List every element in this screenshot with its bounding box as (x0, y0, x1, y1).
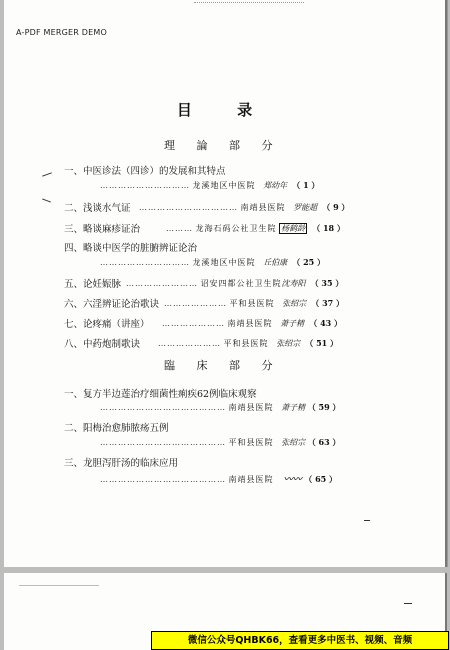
toc-entry-title: 六、六淫辨证论治歌诀 (64, 299, 160, 310)
leader-dots: ……… (166, 224, 193, 233)
leader-dots: …………………………………… (100, 438, 226, 447)
toc-entry-author: 张绍宗 (281, 438, 306, 447)
toc-entry-page: （ 18 ） (312, 223, 345, 233)
toc-entry-title: 四、略谈中医学的脏腑辨证论治 (64, 243, 198, 254)
scan-edge-line (19, 585, 99, 586)
toc-entry-title: 二、阳梅治愈肺脓疡五例 (64, 423, 169, 434)
section-heading-theory: 理 論 部 分 (164, 139, 282, 152)
toc-entry-org: 南靖县医院 (228, 403, 274, 412)
scan-edge-line (194, 2, 304, 4)
toc-entry-line (158, 338, 338, 349)
toc-entry-title: 三、略谈麻疹证治 (64, 224, 141, 235)
toc-entry-page: （ 51 ） (305, 338, 338, 348)
toc-entry-org: 南靖县医院 (227, 319, 273, 328)
leader-dots: ………………… (162, 319, 225, 328)
toc-entry-org: 平和县医院 (228, 438, 274, 447)
watermark: A-PDF MERGER DEMO (16, 28, 107, 37)
toc-entry-line (100, 402, 340, 413)
toc-entry-line (166, 223, 345, 234)
leader-dots: …………………………………… (100, 403, 226, 412)
scan-speck (364, 520, 370, 521)
toc-entry-page: （ 1 ） (292, 180, 320, 190)
toc-entry-org: 龙溪地区中医院 (192, 258, 256, 267)
toc-entry-org: 南靖县医院 (240, 203, 286, 212)
leader-dots: …………………………………… (100, 475, 226, 484)
page-title: 目 录 (176, 101, 273, 119)
toc-entry-page: （ 35 ） (310, 278, 344, 288)
toc-entry-line (164, 298, 344, 309)
toc-entry-line (100, 437, 340, 448)
toc-entry-org: 平和县医院 (223, 339, 269, 348)
toc-entry-page: （ 43 ） (309, 318, 342, 328)
section-heading-clinical: 臨 床 部 分 (164, 359, 282, 372)
toc-entry-org: 平和县医院 (229, 299, 275, 308)
leader-dots: …………………… (126, 279, 198, 288)
toc-entry-title: 一、复方半边莲治疗细菌性痢疾62例临床观察 (64, 389, 257, 400)
leader-dots: ………………… (164, 299, 227, 308)
toc-entry-line (139, 202, 349, 213)
toc-entry-title: 三、龙胆泻肝汤的临床应用 (64, 458, 179, 469)
scan-speck (42, 198, 51, 202)
toc-entry-author: 萧子精 (280, 319, 305, 328)
toc-entry-line (126, 278, 343, 289)
toc-entry-title: 一、中医诊法（四诊）的发展和其特点 (64, 166, 226, 177)
toc-entry-author: 罗能超 (293, 203, 318, 212)
scribble-mark: 〰〰 (283, 475, 302, 485)
toc-entry-author: 张绍宗 (282, 299, 307, 308)
toc-entry-org: 龙海石码公社卫生院 (195, 224, 277, 233)
toc-entry-org: 诏安四都公社卫生院 (200, 279, 282, 288)
leader-dots: ………………………… (100, 181, 190, 190)
toc-entry-author: 郑幼年 (263, 181, 288, 190)
toc-entry-title: 八、中药炮制歌诀 (64, 339, 141, 350)
toc-entry-page: （ 65 ） (304, 474, 337, 484)
toc-entry-author: 张绍宗 (276, 339, 301, 348)
toc-entry-line (162, 318, 342, 329)
toc-entry-line (100, 180, 319, 191)
toc-entry-org: 南靖县医院 (228, 475, 274, 484)
toc-entry-page: （ 37 ） (311, 298, 344, 308)
toc-entry-page: （ 59 ） (307, 402, 341, 412)
toc-entry-title: 二、浅谈水气证 (64, 203, 131, 214)
toc-entry-line (100, 472, 337, 485)
leader-dots: ………………… (158, 339, 221, 348)
toc-entry-org: 龙溪地区中医院 (192, 181, 256, 190)
toc-entry-page: （ 63 ） (307, 437, 341, 447)
wechat-banner: 微信公众号QHBK66，查看更多中医书、视频、音频 (151, 631, 449, 650)
leader-dots: ………………………… (100, 258, 190, 267)
toc-entry-page: （ 25 ） (292, 257, 325, 267)
toc-entry-title: 五、论妊娠脉 (64, 279, 122, 290)
toc-entry-title: 七、论疼痛（讲座） (64, 319, 150, 330)
toc-entry-author: 杨鹤龄 (281, 224, 306, 233)
document-page (4, 0, 447, 567)
toc-entry-author: 萧子精 (281, 403, 306, 412)
toc-entry-line (100, 257, 325, 268)
toc-entry-author: 沈寿阳 (281, 279, 306, 288)
toc-entry-page: （ 9 ） (322, 202, 350, 212)
toc-entry-author: 丘伯康 (263, 258, 288, 267)
leader-dots: …………………………… (139, 203, 238, 212)
scan-speck (404, 603, 412, 604)
scan-speck (42, 172, 52, 176)
